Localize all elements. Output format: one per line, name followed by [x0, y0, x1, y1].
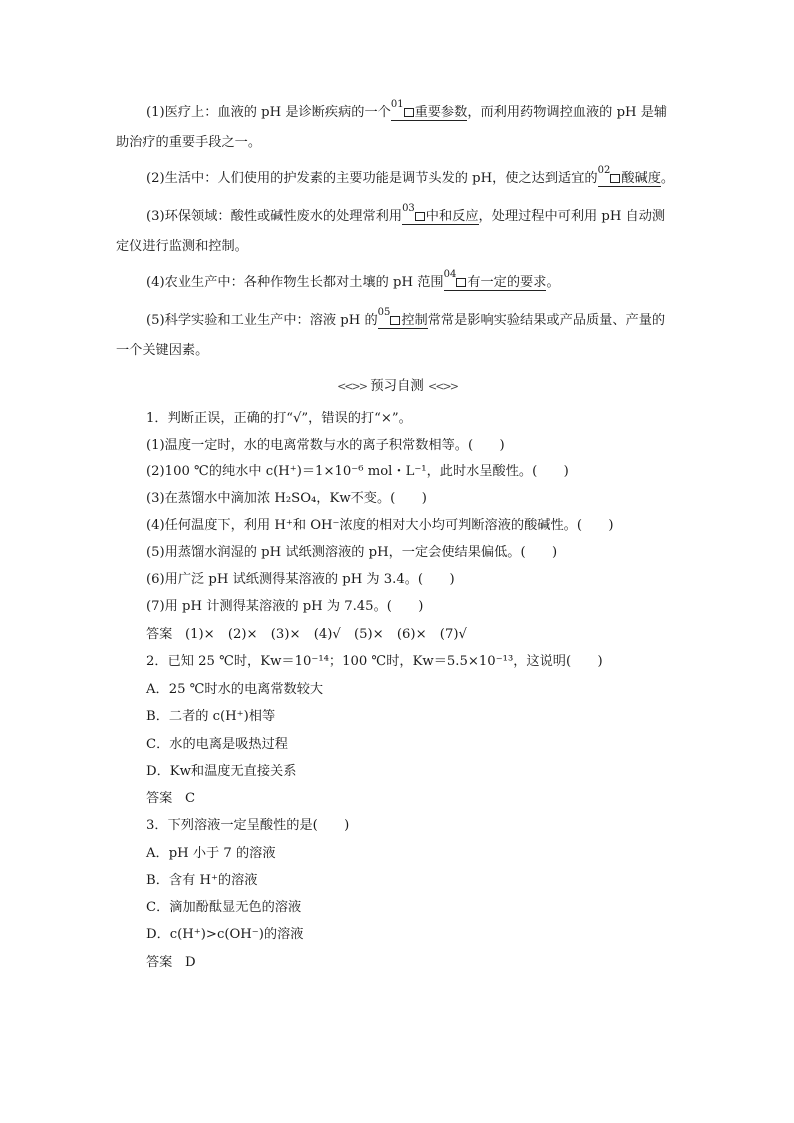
section-heading [0, 378, 794, 396]
q2-answer [146, 790, 195, 808]
para-3-line-2: 定仪进行监测和控制。 [116, 239, 248, 254]
q3-stem: 3．下列溶液一定呈酸性的是( ) [146, 818, 350, 833]
section-title: 预习自测 [370, 379, 424, 394]
para-5-line-2: 一个关键因素。 [116, 343, 209, 358]
q3-option-a: A．pH 小于 7 的溶液 [146, 846, 276, 861]
q2-option-b: B．二者的 c(H⁺)相等 [146, 709, 276, 724]
para-1-line-2: 助治疗的重要手段之一。 [116, 135, 262, 150]
q1-item: (3)在蒸馏水中滴加浓 H₂SO₄，Kw不变。( ) [146, 491, 427, 506]
q3-answer [146, 954, 196, 972]
q1-item: (1)温度一定时，水的电离常数与水的离子积常数相等。( ) [146, 438, 505, 453]
answer-box-icon [390, 316, 400, 325]
blank-number: 02 [597, 165, 611, 176]
q3-option-b: B．含有 H⁺的溶液 [146, 873, 258, 888]
blank-number: 04 [443, 269, 457, 280]
blank-number: 01 [390, 99, 404, 110]
answer-label: 答案 [146, 791, 173, 806]
answer-box-icon [456, 278, 466, 287]
right-chevrons-icon: <<>> [428, 380, 457, 393]
q1-item: (5)用蒸馏水润湿的 pH 试纸测溶液的 pH，一定会使结果偏低。( ) [146, 545, 558, 560]
para-3-line-1: (3)环保领域：酸性或碱性废水的处理常利用$^{03}$中和反应，处理过程中可利用 pH 自动测 [146, 203, 666, 224]
q3-option-c: C．滴加酚酞显无色的溶液 [146, 900, 302, 915]
answer-value: (1)× (2)× (3)× (4)√ (5)× (6)× (7)√ [184, 627, 467, 642]
q3-option-d: D．c(H⁺)>c(OH⁻)的溶液 [146, 927, 304, 942]
left-chevrons-icon: <<>> [337, 380, 366, 393]
q1-item: (2)100 ℃的纯水中 c(H⁺)＝1×10⁻⁶ mol・L⁻¹，此时水呈酸性。( ) [146, 464, 569, 479]
answer-label: 答案 [146, 627, 173, 642]
q2-option-c: C．水的电离是吸热过程 [146, 737, 288, 752]
para-4: (4)农业生产中：各种作物生长都对土壤的 pH 范围$^{04}$有一定的要求。 [146, 269, 560, 290]
q2-option-d: D．Kw和温度无直接关系 [146, 764, 297, 779]
q1-answer [146, 626, 467, 644]
blank-number: 05 [377, 307, 391, 318]
blank-4: $^{04}$有一定的要求 [443, 269, 547, 290]
answer-label: 答案 [146, 955, 173, 970]
q1-stem: 1．判断正误，正确的打“√”，错误的打“×”。 [146, 411, 412, 426]
q2-stem: 2．已知 25 ℃时，Kw＝10⁻¹⁴；100 ℃时，Kw＝5.5×10⁻¹³，这说明( ) [146, 654, 603, 669]
answer-box-icon [610, 174, 620, 183]
q1-item: (7)用 pH 计测得某溶液的 pH 为 7.45。( ) [146, 599, 424, 614]
blank-3: $^{03}$中和反应 [402, 203, 479, 224]
answer-value: C [184, 791, 196, 806]
q1-item: (4)任何温度下，利用 H⁺和 OH⁻浓度的相对大小均可判断溶液的酸碱性。( ) [146, 518, 614, 533]
answer-box-icon [415, 212, 425, 221]
para-1-line-1: (1)医疗上：血液的 pH 是诊断疾病的一个$^{01}$重要参数，而利用药物调控血液的 pH 是辅 [146, 99, 668, 120]
q2-option-a: A．25 ℃时水的电离常数较大 [146, 682, 324, 697]
blank-1: $^{01}$重要参数 [390, 99, 468, 120]
blank-number: 03 [402, 203, 415, 214]
q1-item: (6)用广泛 pH 试纸测得某溶液的 pH 为 3.4。( ) [146, 572, 455, 587]
para-5-line-1: (5)科学实验和工业生产中：溶液 pH 的$^{05}$控制常常是影响实验结果或产品质量、产量的 [146, 307, 666, 328]
blank-2: $^{02}$酸碱度 [597, 165, 661, 186]
answer-value: D [184, 955, 196, 970]
blank-5: $^{05}$控制 [377, 307, 428, 328]
answer-box-icon [404, 108, 414, 117]
para-2: (2)生活中：人们使用的护发素的主要功能是调节头发的 pH，使之达到适宜的$^{02}$酸碱度。 [146, 165, 675, 186]
